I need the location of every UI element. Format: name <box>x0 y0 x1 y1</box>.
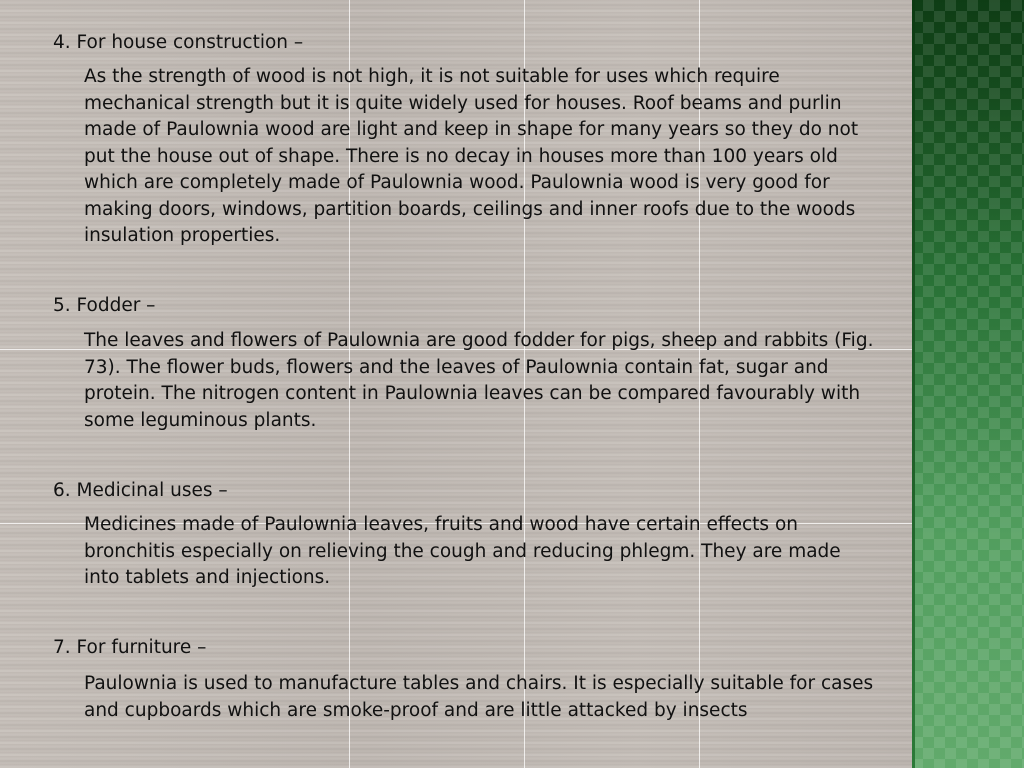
section-body-fodder: The leaves and flowers of Paulownia are good fodder for pigs, sheep and rabbits (Fig. 73). The flower buds, flowers and the leaves of Paulownia contain fat, sugar and protein. The nitrogen content in Paulownia leaves can be compared favourably with some leguminous plants. <box>84 330 874 431</box>
section-body-medicinal-uses: Medicines made of Paulownia leaves, fruits and wood have certain effects on bronchitis especially on relieving the cough and reducing phlegm. They are made into tablets and injections. <box>84 514 841 588</box>
section-body-house-construction: As the strength of wood is not high, it is not suitable for uses which require mechanical strength but it is quite widely used for houses. Roof beams and purlin made of Paulownia wood are light and keep in shape for many years so they do not put the house out of shape. There is no decay in houses more than 100 years old which are completely made of Paulownia wood. Paulownia wood is very good for making doors, windows, partition boards, ceilings and inner roofs due to the woods insulation properties. <box>84 66 859 246</box>
section-heading-medicinal-uses: 6. Medicinal uses – <box>53 480 228 501</box>
section-heading-house-construction: 4. For house construction – <box>53 32 304 53</box>
diamond-pattern <box>912 0 1024 768</box>
section-heading-furniture: 7. For furniture – <box>53 637 207 658</box>
decorative-side-panel <box>912 0 1024 768</box>
section-heading-fodder: 5. Fodder – <box>53 295 156 316</box>
side-panel-edge <box>912 0 915 768</box>
section-body-furniture: Paulownia is used to manufacture tables and chairs. It is especially suitable for cases and cupboards which are smoke-proof and are little attacked by insects <box>84 673 874 721</box>
